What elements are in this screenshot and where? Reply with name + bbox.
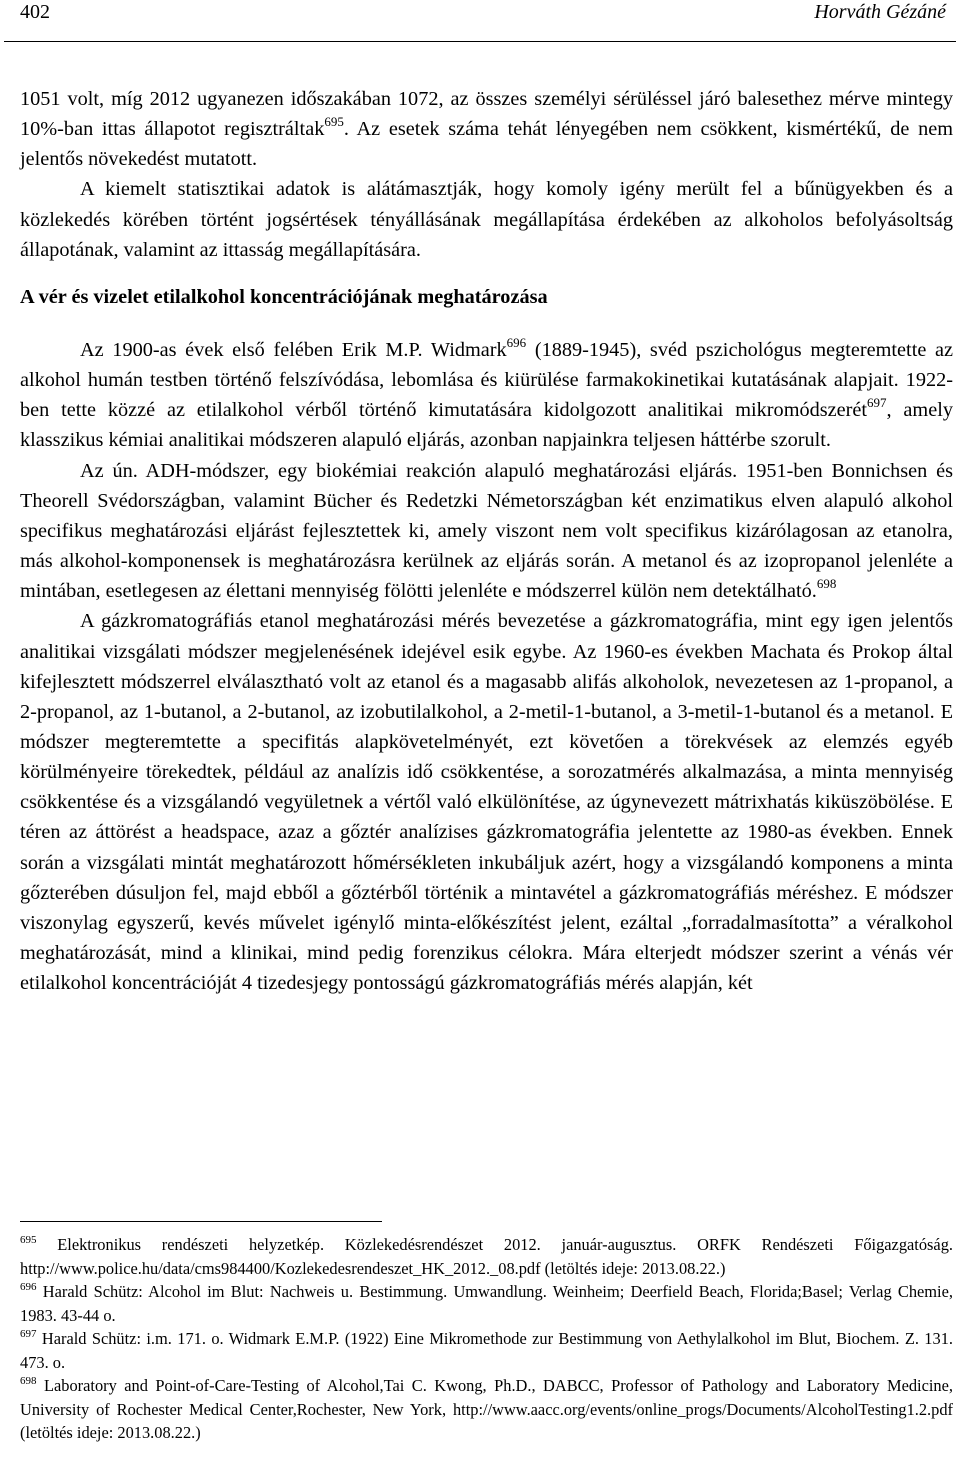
paragraph-statistics-continuation — [20, 84, 953, 174]
paragraph-gas-chromatography — [20, 606, 953, 998]
paragraph-text: A gázkromatográfiás etanol meghatározási mérés bevezetése a gázkromatográfia, mint egy igen jelentős analitikai vizsgálati módszer megjelenésének idejével esik egybe. Az 1960-es években Machata és Prokop által kifejlesztett módszerrel elválasztható volt az etanol és a magasabb alifás alkoholok, nevezetesen az 1-propanol, a 2-propanol, az 1-butanol, a 2-butanol, az izobutilalkohol, a 2-metil-1-butanol, a 3-metil-1-butanol és a metanol. E módszer megteremtette a specifitás alapkövetelményét, ezt követően a törekvések az elemzés egyéb körülményeire törekedtek, például az analízis idő csökkentése, a sorozatmérés alkalmazása, a minta mennyiség csökkentése és a vizsgálandó vegyületnek a vértől való elkülönítése, az úgynevezett mátrixhatás kiküszöbölése. E téren az áttörést a headspace, azaz a gőztér analízises gázkromatográfia jelentette az 1980-as években. Ennek során a vizsgálati mintát meghatározott hőmérsékleten inkubáljuk azért, hogy a vizsgálandó komponens a minta gőzterében dúsuljon fel, majd ebből a gőztérből történik a mintavétel a gázkromatográfiás méréshez. E módszer viszonylag egyszerű, kevés művelet igénylő minta-előkészítést jelent, ezáltal „forradalmasította” a véralkohol meghatározását, mind a klinikai, mind pedig forenzikus célokra. Mára elterjedt módszer szerint a vénás vér etilalkohol koncentrációját 4 tizedesjegy pontosságú gázkromatográfiás mérés alapján, két — [20, 610, 953, 995]
footnote-ref-697[interactable]: 697 — [867, 395, 887, 411]
footnote-695 — [20, 1233, 953, 1280]
footnote-number: 698 — [20, 1375, 37, 1387]
footnote-text: Laboratory and Point-of-Care-Testing of Alcohol,Tai C. Kwong, Ph.D., DABCC, Professor of Pathology and Laboratory Medicine, University of Rochester Medical Center,Rochester, New York, http://www.aacc.org/events/online_progs/Documents/AlcoholTesting1.2.pdf (letöltés ideje: 2013.08.22.) — [20, 1376, 953, 1442]
running-header-author: Horváth Gézáné — [814, 1, 946, 23]
paragraph-statistics-summary — [20, 174, 953, 264]
running-header — [10, 0, 950, 26]
footnote-697 — [20, 1327, 953, 1374]
page-number: 402 — [20, 1, 50, 23]
footnote-698 — [20, 1374, 953, 1445]
footnote-ref-698[interactable]: 698 — [816, 576, 837, 592]
footnote-number: 696 — [20, 1281, 37, 1293]
paragraph-widmark — [20, 335, 953, 456]
paragraph-text: 1051 volt, míg 2012 ugyanezen időszakában 1072, az összes személyi sérüléssel járó balesethez mérve mintegy 10%-ban ittas állapotot regisztráltak — [20, 88, 953, 141]
paragraph-text: (1889-1945), svéd pszichológus megteremtette az alkohol humán testben történő felszívódása, lebomlása és kiürülése farmakokinetikai kutatásának alapjait. 1922-ben tette közzé az etilalkohol vérből történő kimutatására kidolgozott analitikai mikromódszerét — [20, 338, 953, 422]
footnote-ref-695[interactable]: 695 — [324, 114, 344, 130]
footnote-ref-696[interactable]: 696 — [506, 334, 527, 350]
header-divider — [4, 41, 956, 42]
footnote-number: 695 — [20, 1234, 37, 1246]
paragraph-text: . Az esetek száma tehát lényegében nem csökkent, kismértékű, de nem jelentős növekedést mutatott. — [20, 118, 953, 171]
footnote-text: Harald Schütz: i.m. 171. o. Widmark E.M.P. (1922) Eine Mikromethode zur Bestimmung von Aethylalkohol im Blut, Biochem. Z. 131. 473. o. — [20, 1329, 953, 1372]
paragraph-text: Az 1900-as évek első felében Erik M.P. Widmark — [80, 338, 507, 361]
paragraph-adh-method — [20, 456, 953, 607]
body-text — [20, 84, 953, 998]
footnote-696 — [20, 1280, 953, 1327]
footnote-number: 697 — [20, 1328, 37, 1340]
footnotes — [20, 1233, 953, 1445]
section-heading: A vér és vizelet etilalkohol koncentrációjának meghatározása — [20, 285, 548, 308]
footnote-divider — [20, 1221, 382, 1222]
footnote-text: Elektronikus rendészeti helyzetkép. Közlekedésrendészet 2012. január-augusztus. ORFK Rendészeti Főigazgatóság. http://www.police.hu/data/cms984400/Kozlekedesrendeszet_HK_2012._08.pdf (letöltés ideje: 2013.08.22.) — [20, 1235, 953, 1278]
paragraph-text: Az ún. ADH-módszer, egy biokémiai reakción alapuló meghatározási eljárás. 1951-ben Bonnichsen és Theorell Svédországban, valamint Bücher és Redetzki Németországban két enzimatikus elven alapuló alkohol specifikus meghatározási eljárást fejlesztettek ki, amely viszont nem volt specifikus kizárólagosan az etanolra, más alkohol-komponensek is meghatározásra kerülnek az eljárás során. A metanol és az izopropanol jelenléte a mintában, esetlegesen az élettani mennyiség fölötti jelenléte e módszerrel külön nem detektálható. — [20, 459, 953, 603]
paragraph-text: A kiemelt statisztikai adatok is alátámasztják, hogy komoly igény merült fel a bűnügyekben és a közlekedés körében történt jogsértések tényállásának megállapítása érdekében az alkoholos befolyásoltság állapotának, valamint az ittasság megállapítására. — [20, 178, 953, 261]
paragraph-text: , amely klasszikus kémiai analitikai módszeren alapuló eljárás, azonban napjainkra teljesen háttérbe szorult. — [20, 399, 953, 452]
footnote-text: Harald Schütz: Alcohol im Blut: Nachweis u. Bestimmung. Umwandlung. Weinheim; Deerfield Beach, Florida;Basel; Verlag Chemie, 1983. 43-44 o. — [20, 1282, 953, 1325]
